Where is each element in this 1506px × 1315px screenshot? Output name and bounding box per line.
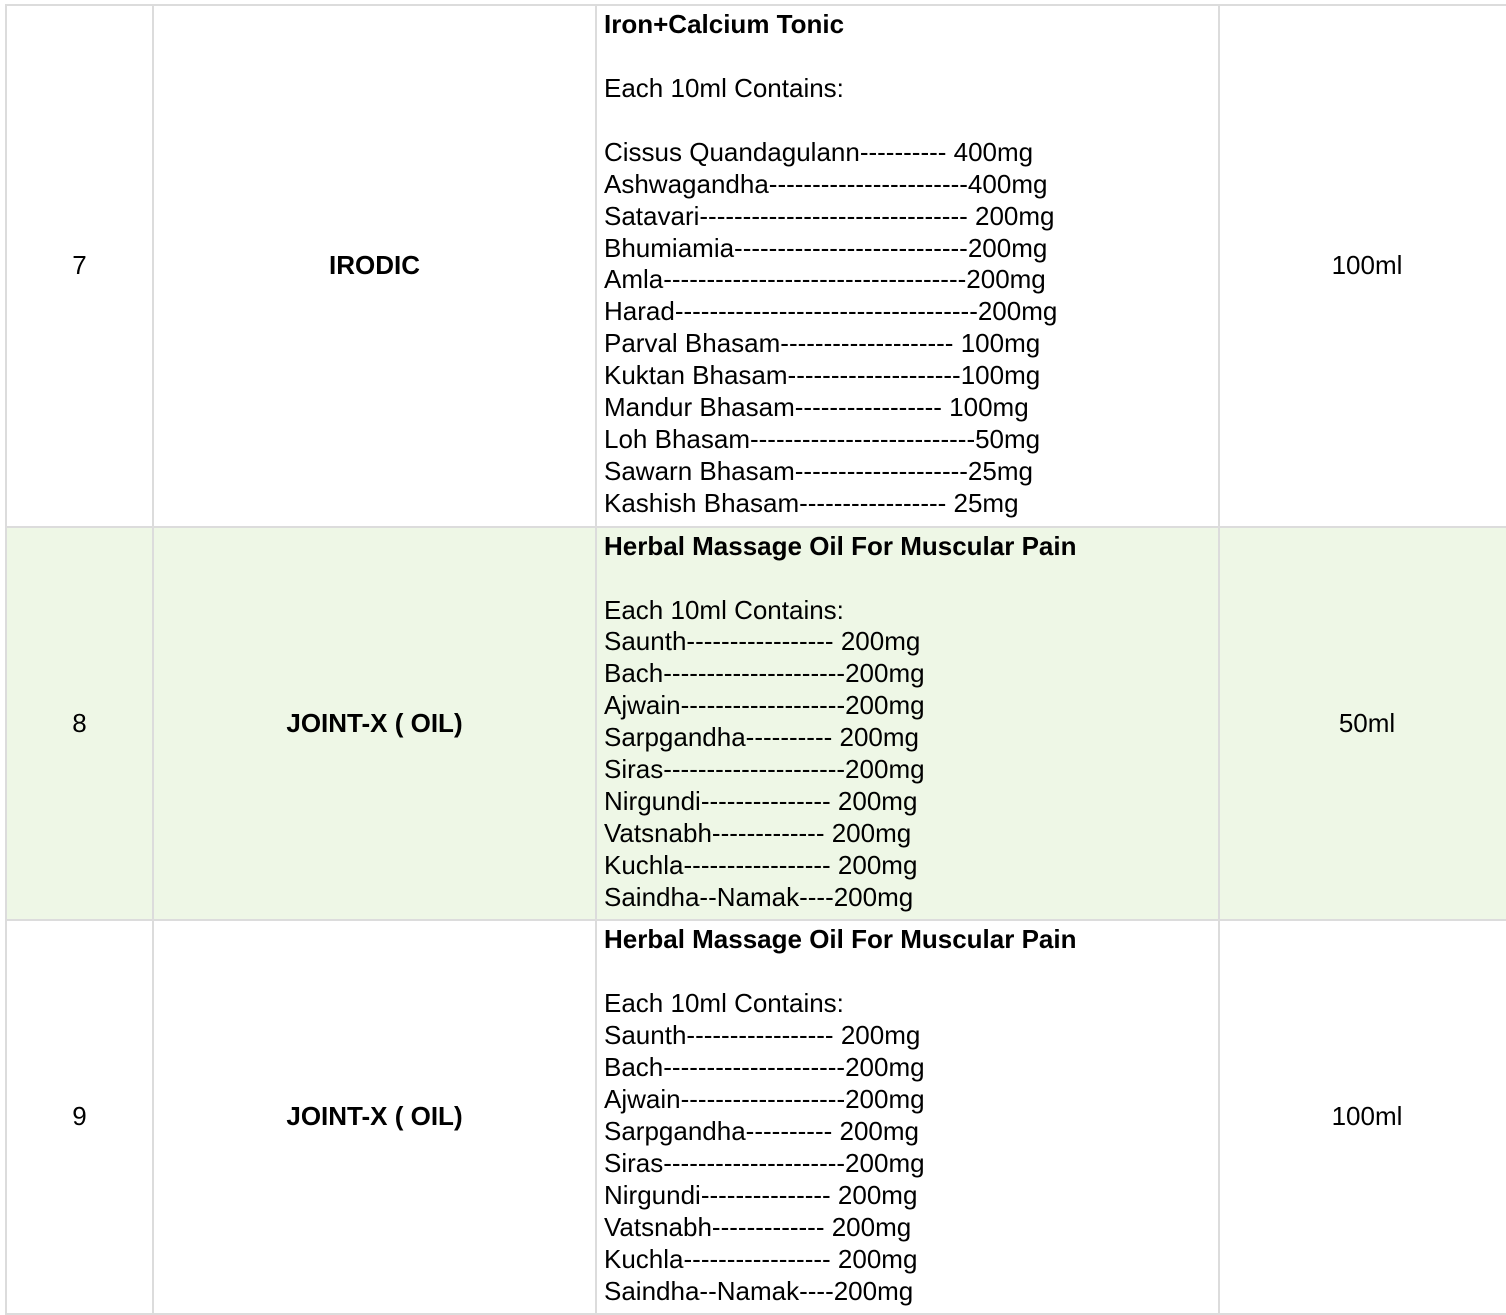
serial-number: 8	[6, 527, 153, 921]
ingredient-line: Mandur Bhasam----------------- 100mg	[604, 392, 1029, 423]
ingredient-line: Nirgundi--------------- 200mg	[604, 785, 918, 816]
ingredient-line: Ajwain-------------------200mg	[604, 1084, 925, 1115]
product-name: IRODIC	[153, 5, 596, 527]
serial-number: 7	[6, 5, 153, 527]
ingredient-line: Vatsnabh------------- 200mg	[604, 817, 912, 848]
composition-cell	[596, 5, 1219, 527]
ingredient-list	[604, 626, 1218, 913]
ingredient-line: Saunth----------------- 200mg	[604, 1020, 921, 1051]
ingredient-line: Siras---------------------200mg	[604, 754, 925, 785]
composition-title: Herbal Massage Oil For Muscular Pain	[604, 924, 1077, 955]
product-table	[5, 4, 1506, 1315]
ingredient-line: Ajwain-------------------200mg	[604, 690, 925, 721]
ingredient-line: Loh Bhasam--------------------------50mg	[604, 423, 1041, 454]
ingredient-line: Sawarn Bhasam--------------------25mg	[604, 455, 1033, 486]
pack-size: 100ml	[1219, 920, 1506, 1314]
serial-number: 9	[6, 920, 153, 1314]
pack-size: 100ml	[1219, 5, 1506, 527]
ingredient-line: Saindha--Namak----200mg	[604, 1275, 914, 1306]
ingredient-line: Satavari------------------------------- 200mg	[604, 200, 1055, 231]
ingredient-line: Siras---------------------200mg	[604, 1147, 925, 1178]
ingredient-line: Bach---------------------200mg	[604, 1052, 925, 1083]
ingredient-line: Saindha--Namak----200mg	[604, 881, 914, 912]
table-row	[6, 920, 1506, 1314]
ingredient-line: Cissus Quandagulann---------- 400mg	[604, 136, 1034, 167]
ingredient-line: Harad-----------------------------------200mg	[604, 296, 1058, 327]
ingredient-line: Vatsnabh------------- 200mg	[604, 1211, 912, 1242]
ingredient-line: Bach---------------------200mg	[604, 658, 925, 689]
ingredient-list	[604, 1020, 1218, 1307]
ingredient-line: Amla-----------------------------------200mg	[604, 264, 1046, 295]
ingredient-list	[604, 105, 1218, 520]
table-row	[6, 5, 1506, 527]
composition-cell	[596, 920, 1219, 1314]
product-name: JOINT-X ( OIL)	[153, 527, 596, 921]
contains-label: Each 10ml Contains:	[604, 988, 844, 1019]
contains-label: Each 10ml Contains:	[604, 73, 844, 103]
ingredient-line: Kuchla----------------- 200mg	[604, 849, 918, 880]
ingredient-line: Nirgundi--------------- 200mg	[604, 1179, 918, 1210]
product-name: JOINT-X ( OIL)	[153, 920, 596, 1314]
ingredient-line: Kuchla----------------- 200mg	[604, 1243, 918, 1274]
ingredient-line: Ashwagandha-----------------------400mg	[604, 168, 1048, 199]
ingredient-line: Sarpgandha---------- 200mg	[604, 722, 919, 753]
ingredient-line: Saunth----------------- 200mg	[604, 626, 921, 657]
ingredient-line: Kashish Bhasam----------------- 25mg	[604, 487, 1019, 518]
composition-title: Herbal Massage Oil For Muscular Pain	[604, 530, 1077, 561]
composition-title: Iron+Calcium Tonic	[604, 9, 845, 39]
ingredient-line: Bhumiamia---------------------------200mg	[604, 232, 1048, 263]
table-row	[6, 527, 1506, 921]
pack-size: 50ml	[1219, 527, 1506, 921]
ingredient-line: Parval Bhasam-------------------- 100mg	[604, 328, 1041, 359]
ingredient-line: Kuktan Bhasam--------------------100mg	[604, 360, 1041, 391]
composition-cell	[596, 527, 1219, 921]
contains-label: Each 10ml Contains:	[604, 594, 844, 625]
ingredient-line: Sarpgandha---------- 200mg	[604, 1116, 919, 1147]
